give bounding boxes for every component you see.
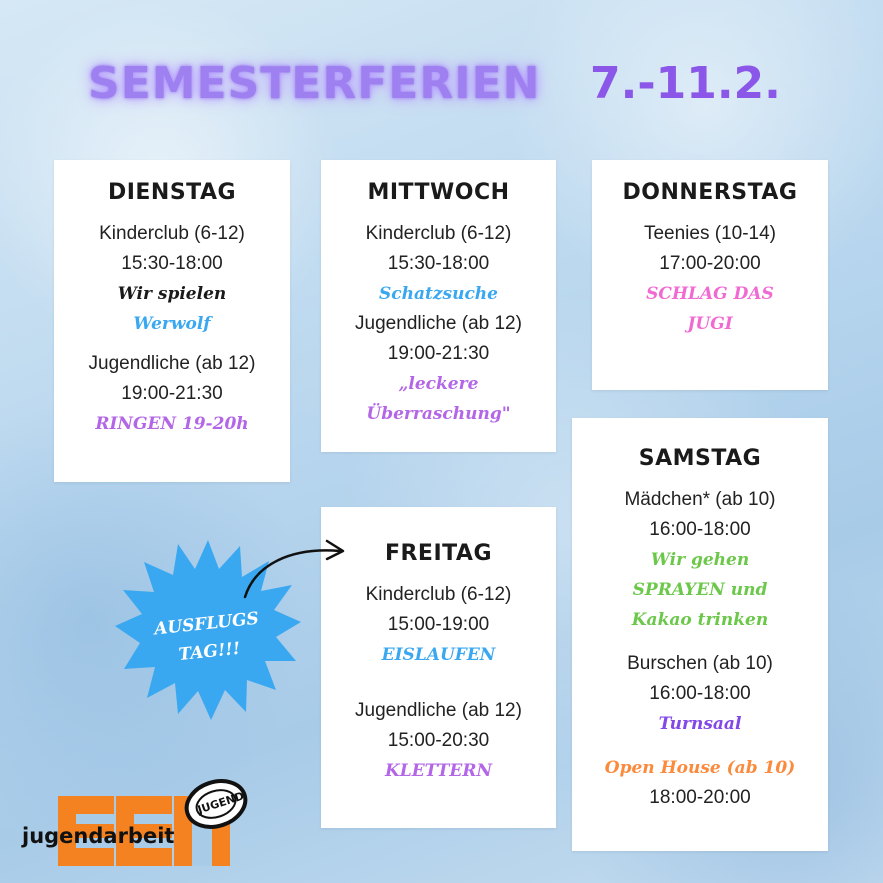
date-range: 7.-11.2. — [590, 58, 781, 109]
day-title: SAMSTAG — [638, 446, 762, 471]
group-label: Teenies (10-14) — [643, 223, 777, 244]
teens-time: 19:00-21:30 — [387, 343, 490, 364]
kids-activity: Werwolf — [133, 314, 211, 334]
kids-activity: EISLAUFEN — [381, 645, 496, 665]
day-title: DIENSTAG — [107, 180, 237, 205]
group-time: 17:00-20:00 — [659, 253, 761, 274]
kids-time: 15:30-18:00 — [121, 253, 223, 274]
boys-activity: Turnsaal — [658, 714, 742, 734]
open-house-label: Open House (ab 10) — [604, 758, 796, 778]
teens-time: 15:00-20:30 — [387, 730, 490, 751]
card-donnerstag — [592, 160, 828, 390]
day-title: FREITAG — [384, 541, 493, 566]
group-activity: SCHLAG DAS — [646, 284, 774, 304]
teens-label: Jugendliche (ab 12) — [355, 313, 522, 334]
teens-activity: RINGEN 19-20h — [95, 414, 249, 434]
card-freitag — [321, 507, 556, 828]
girls-activity: SPRAYEN und — [632, 580, 768, 600]
burst-label-line: AUSFLUGS — [153, 608, 260, 640]
teens-label: Jugendliche (ab 12) — [355, 700, 522, 721]
boys-label: Burschen (ab 10) — [627, 653, 773, 674]
burst-label-line: TAG!!! — [177, 638, 242, 666]
open-house-time: 18:00-20:00 — [649, 787, 751, 808]
arrow-icon — [235, 525, 355, 605]
teens-activity: „leckere — [398, 374, 479, 394]
teens-activity: Überraschung" — [366, 404, 511, 424]
teens-time: 19:00-21:30 — [121, 383, 223, 404]
page-title: SEMESTERFERIEN — [88, 58, 541, 109]
kids-time: 15:30-18:00 — [387, 253, 490, 274]
girls-time: 16:00-18:00 — [649, 519, 751, 540]
card-mittwoch — [321, 160, 556, 452]
kids-label: Kinderclub (6-12) — [365, 584, 512, 605]
teens-activity: KLETTERN — [384, 761, 492, 781]
kids-activity: Schatzsuche — [379, 284, 498, 304]
girls-label: Mädchen* (ab 10) — [624, 489, 776, 510]
girls-activity: Kakao trinken — [631, 610, 769, 630]
girls-activity: Wir gehen — [650, 550, 750, 570]
card-samstag — [572, 418, 828, 851]
boys-time: 16:00-18:00 — [649, 683, 751, 704]
day-title: MITTWOCH — [367, 180, 510, 205]
day-title: DONNERSTAG — [622, 180, 798, 205]
badge-text: JUGEND — [196, 789, 246, 817]
kids-time: 15:00-19:00 — [387, 614, 490, 635]
card-dienstag — [54, 160, 290, 482]
jugend-stamp-icon — [183, 778, 249, 830]
kids-label: Kinderclub (6-12) — [365, 223, 512, 244]
group-activity: JUGI — [687, 314, 733, 334]
kids-label: Kinderclub (6-12) — [99, 223, 245, 244]
logo-text: jugendarbeit — [22, 824, 175, 848]
teens-label: Jugendliche (ab 12) — [88, 353, 256, 374]
kids-activity: Wir spielen — [117, 284, 227, 304]
